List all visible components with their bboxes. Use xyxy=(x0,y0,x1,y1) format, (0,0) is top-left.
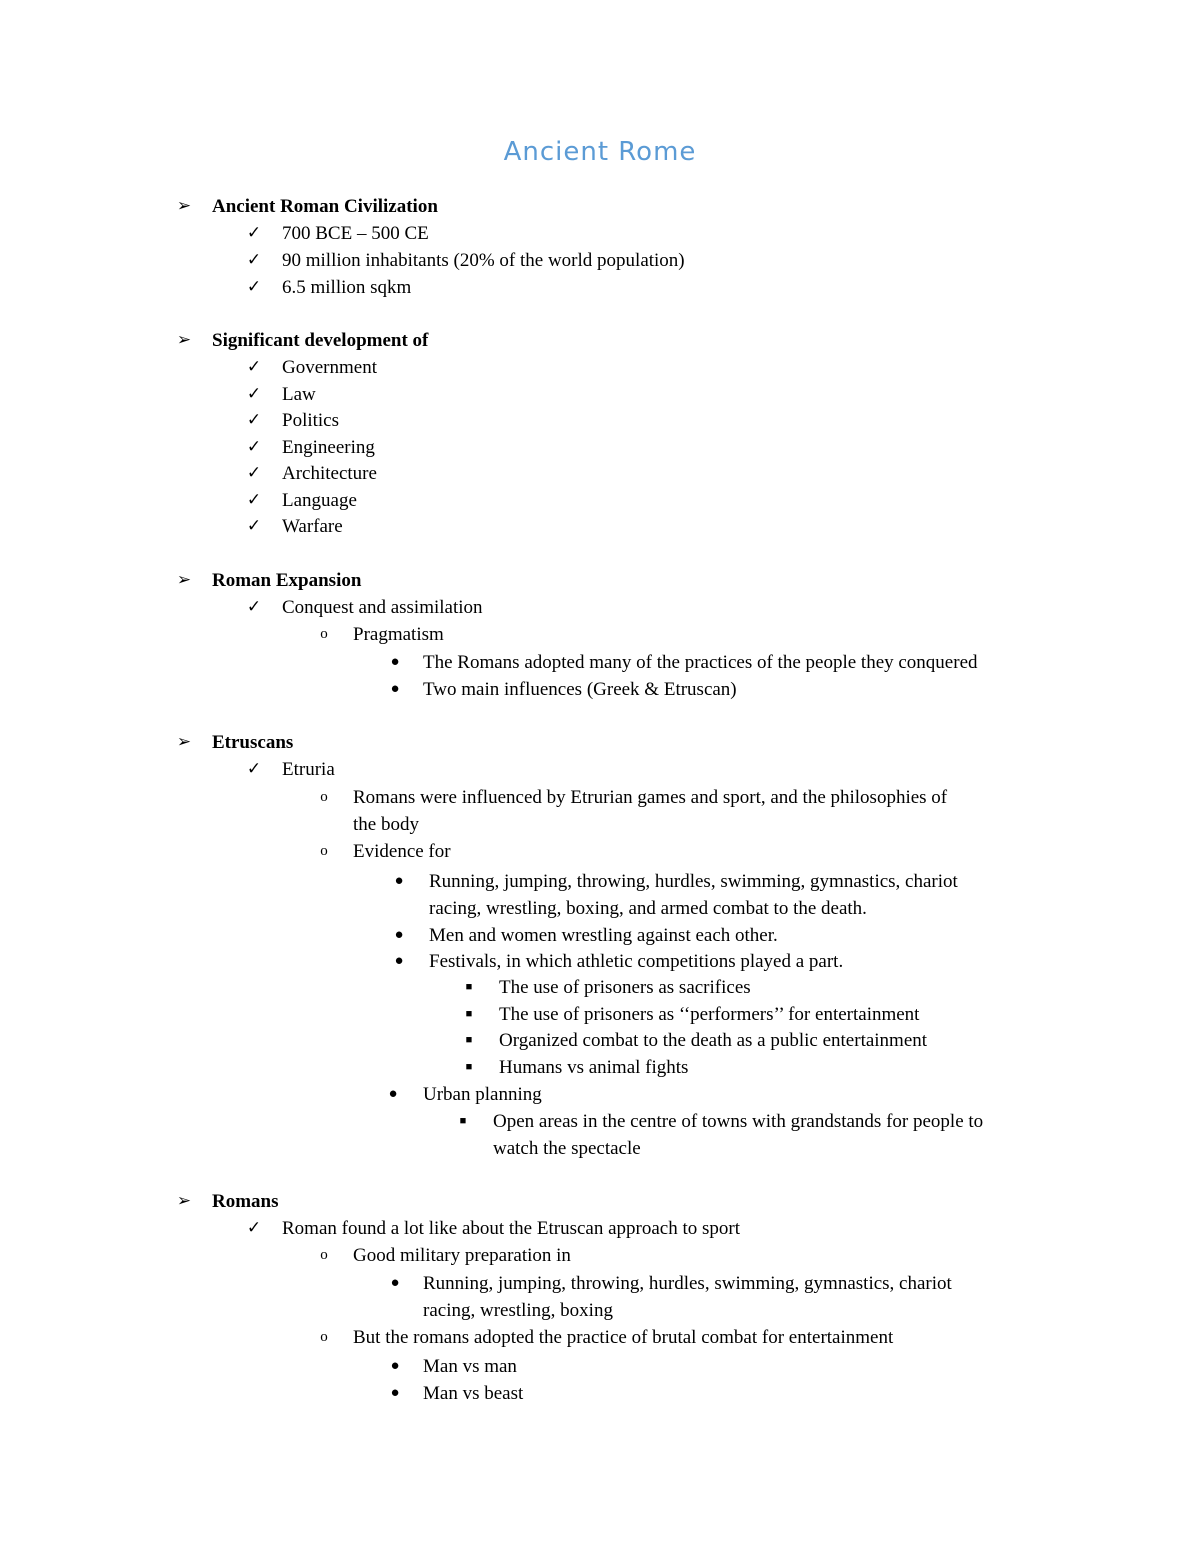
list-item-text: Running, jumping, throwing, hurdles, swimming, gymnastics, chariot xyxy=(429,871,958,892)
list-item-text: The use of prisoners as sacrifices xyxy=(499,977,751,998)
list-item-text: The Romans adopted many of the practices of the people they conquered xyxy=(423,652,978,673)
list-item-text: Evidence for xyxy=(353,841,451,862)
list-item-text: Good military preparation in xyxy=(353,1245,571,1266)
arrow-bullet-icon: ➢ xyxy=(176,196,192,216)
dot-bullet-icon: ● xyxy=(390,654,400,670)
list-item-text: Conquest and assimilation xyxy=(282,597,483,618)
checkmark-bullet-icon: ✓ xyxy=(246,223,262,243)
circle-bullet-icon: o xyxy=(320,1329,328,1345)
dot-bullet-icon: ● xyxy=(394,953,404,969)
list-item-text: watch the spectacle xyxy=(493,1138,641,1159)
checkmark-bullet-icon: ✓ xyxy=(246,384,262,404)
checkmark-bullet-icon: ✓ xyxy=(246,597,262,617)
list-item-text: Men and women wrestling against each other. xyxy=(429,925,778,946)
list-item-text: Ancient Roman Civilization xyxy=(212,196,438,217)
circle-bullet-icon: o xyxy=(320,843,328,859)
checkmark-bullet-icon: ✓ xyxy=(246,277,262,297)
dot-bullet-icon: ● xyxy=(394,873,404,889)
list-item-text: Humans vs animal fights xyxy=(499,1057,689,1078)
checkmark-bullet-icon: ✓ xyxy=(246,463,262,483)
list-item-text: Architecture xyxy=(282,463,377,484)
list-item-text: Organized combat to the death as a public entertainment xyxy=(499,1030,928,1051)
list-item-text: Politics xyxy=(282,410,340,431)
list-item-text: Man vs man xyxy=(423,1356,517,1377)
list-item-text: Two main influences (Greek & Etruscan) xyxy=(423,679,737,700)
checkmark-bullet-icon: ✓ xyxy=(246,250,262,270)
list-item-text: Engineering xyxy=(282,437,375,458)
circle-bullet-icon: o xyxy=(320,789,328,805)
square-bullet-icon: ■ xyxy=(465,1008,473,1020)
dot-bullet-icon: ● xyxy=(394,927,404,943)
list-item-text: Romans were influenced by Etrurian games and sport, and the philosophies of xyxy=(353,787,948,808)
list-item-text: Festivals, in which athletic competitions played a part. xyxy=(429,951,844,972)
arrow-bullet-icon: ➢ xyxy=(176,732,192,752)
list-item-text: 700 BCE – 500 CE xyxy=(282,223,429,244)
list-item-text: Pragmatism xyxy=(353,624,444,645)
list-item-text: Running, jumping, throwing, hurdles, swimming, gymnastics, chariot xyxy=(423,1273,952,1294)
checkmark-bullet-icon: ✓ xyxy=(246,490,262,510)
list-item-text: But the romans adopted the practice of brutal combat for entertainment xyxy=(353,1327,894,1348)
square-bullet-icon: ■ xyxy=(465,1034,473,1046)
circle-bullet-icon: o xyxy=(320,1247,328,1263)
list-item-text: racing, wrestling, boxing xyxy=(423,1300,613,1321)
dot-bullet-icon: ● xyxy=(390,1358,400,1374)
list-item-text: Urban planning xyxy=(423,1084,542,1105)
list-item-text: 6.5 million sqkm xyxy=(282,277,412,298)
arrow-bullet-icon: ➢ xyxy=(176,570,192,590)
arrow-bullet-icon: ➢ xyxy=(176,330,192,350)
list-item-text: Warfare xyxy=(282,516,343,537)
checkmark-bullet-icon: ✓ xyxy=(246,759,262,779)
list-item-text: Roman Expansion xyxy=(212,570,362,591)
square-bullet-icon: ■ xyxy=(459,1115,467,1127)
checkmark-bullet-icon: ✓ xyxy=(246,357,262,377)
list-item-text: Significant development of xyxy=(212,330,429,351)
list-item-text: Etruscans xyxy=(212,732,294,753)
dot-bullet-icon: ● xyxy=(390,1385,400,1401)
list-item-text: Roman found a lot like about the Etruscan approach to sport xyxy=(282,1218,740,1239)
list-item-text: Romans xyxy=(212,1191,279,1212)
dot-bullet-icon: ● xyxy=(390,681,400,697)
square-bullet-icon: ■ xyxy=(465,981,473,993)
dot-bullet-icon: ● xyxy=(390,1275,400,1291)
list-item-text: Language xyxy=(282,490,357,511)
checkmark-bullet-icon: ✓ xyxy=(246,437,262,457)
list-item-text: racing, wrestling, boxing, and armed combat to the death. xyxy=(429,898,867,919)
checkmark-bullet-icon: ✓ xyxy=(246,410,262,430)
list-item-text: Government xyxy=(282,357,377,378)
list-item-text: Man vs beast xyxy=(423,1383,524,1404)
document-title: Ancient Rome xyxy=(503,137,697,167)
checkmark-bullet-icon: ✓ xyxy=(246,1218,262,1238)
list-item-text: 90 million inhabitants (20% of the world population) xyxy=(282,250,685,271)
list-item-text: Open areas in the centre of towns with grandstands for people to xyxy=(493,1111,984,1132)
list-item-text: Law xyxy=(282,384,316,405)
arrow-bullet-icon: ➢ xyxy=(176,1191,192,1211)
list-item-text: The use of prisoners as ‘‘performers’’ for entertainment xyxy=(499,1004,920,1025)
dot-bullet-icon: ● xyxy=(388,1086,398,1102)
square-bullet-icon: ■ xyxy=(465,1061,473,1073)
checkmark-bullet-icon: ✓ xyxy=(246,516,262,536)
list-item-text: the body xyxy=(353,814,419,835)
list-item-text: Etruria xyxy=(282,759,335,780)
circle-bullet-icon: o xyxy=(320,626,328,642)
